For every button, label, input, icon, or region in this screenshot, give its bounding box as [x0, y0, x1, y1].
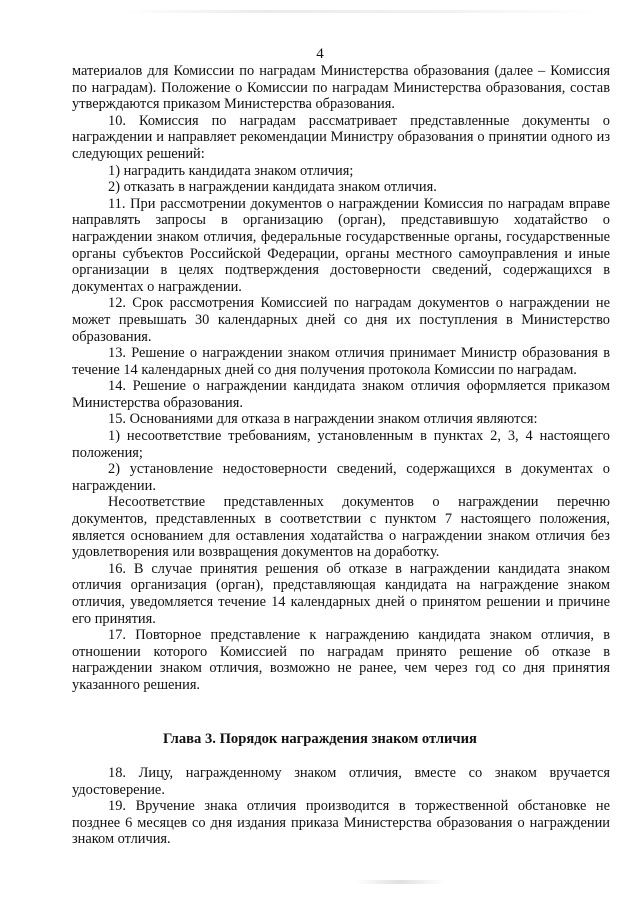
paragraph-19: 19. Вручение знака отличия производится в торжественной обстановке не позднее 6 месяцев со дня издания приказа Министерства образования о награждении знаком отличия.: [72, 798, 610, 848]
paragraph-15: 15. Основаниями для отказа в награждении знаком отличия являются:: [108, 411, 538, 428]
paragraph-10-option-1: 1) наградить кандидата знаком отличия;: [108, 162, 354, 179]
paragraph-10: 10. Комиссия по наградам рассматривает представленные документы о награждении и направляет рекомендации Министру образования о принятии одного из следующих решений:: [72, 112, 610, 162]
paragraph-18: 18. Лицу, награжденному знаком отличия, вместе со знаком вручается удостоверение.: [72, 765, 610, 798]
scan-artifact-top: [120, 10, 600, 13]
body-text: [72, 63, 610, 694]
paragraph-noncompliance: Несоответствие представленных документов о награждении перечню документов, представленных в соответствии с пунктом 7 настоящего положения, является основанием для оставления ходатайства о награждении знаком отличия без удовлетворения или возвращения документов на доработку.: [72, 494, 610, 561]
paragraph-16: 16. В случае принятия решения об отказе в награждении кандидата знаком отличия организация (орган), представляющая кандидата на награждение знаком отличия, уведомляется течение 14 календарных дней о принятом решении и причине его принятия.: [72, 560, 610, 627]
paragraph-11: 11. При рассмотрении документов о награждении Комиссия по наградам вправе направлять запросы в организацию (орган), представившую ходатайство о награждении знаком отличия, федеральные государственные органы, государственные органы субъектов Российской Федерации, органы местного самоуправления и иные организации в целях подтверждения достоверности сведений, содержащихся в документах о награждении.: [72, 195, 610, 295]
paragraph-continuation: материалов для Комиссии по наградам Министерства образования (далее – Комиссия по наградам). Положение о Комиссии по наградам Министерства образования, состав утверждаются приказом Министерства образования.: [72, 63, 610, 113]
chapter-heading: Глава 3. Порядок награждения знаком отличия: [163, 731, 477, 747]
paragraph-15-ground-2: 2) установление недостоверности сведений, содержащихся в документах о награждении.: [72, 461, 610, 494]
paragraph-10-option-2: 2) отказать в награждении кандидата знаком отличия.: [108, 179, 437, 196]
scan-artifact-bottom: [355, 880, 445, 884]
page-number: 4: [316, 46, 324, 62]
paragraph-15-ground-1: 1) несоответствие требованиям, установленным в пунктах 2, 3, 4 настоящего положения;: [72, 428, 610, 461]
chapter-body-text: [72, 765, 610, 848]
paragraph-12: 12. Срок рассмотрения Комиссией по наградам документов о награждении не может превышать 30 календарных дней со дня их поступления в Министерство образования.: [72, 295, 610, 345]
paragraph-17: 17. Повторное представление к награждению кандидата знаком отличия, в отношении которого Комиссией по наградам принято решение об отказе в награждении знаком отличия, возможно не ранее, чем через год со дня принятия указанного решения.: [72, 627, 610, 693]
paragraph-14: 14. Решение о награждении кандидата знаком отличия оформляется приказом Министерства образования.: [72, 378, 610, 411]
paragraph-13: 13. Решение о награждении знаком отличия принимает Министр образования в течение 14 календарных дней со дня получения протокола Комиссии по наградам.: [72, 345, 610, 378]
